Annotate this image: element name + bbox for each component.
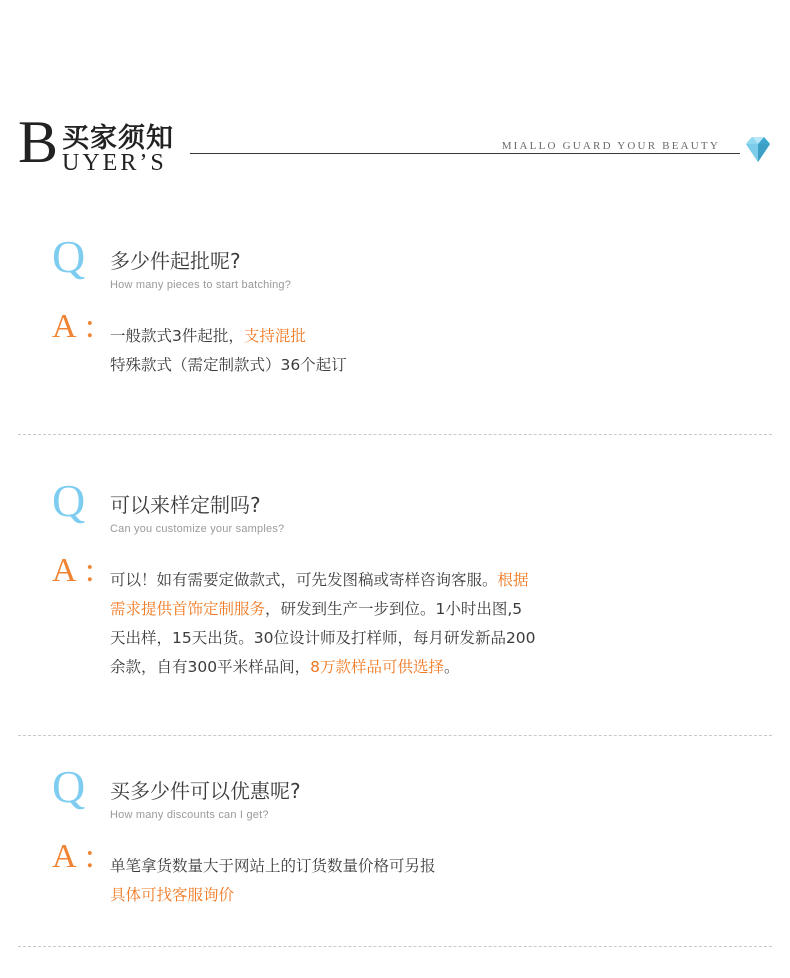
- answer-seg: ，研发到生产一步到位。1小时出图,5: [265, 600, 523, 618]
- answer-3: [0, 838, 790, 910]
- answer-line: [110, 566, 790, 595]
- answer-seg-highlight: 具体可找客服询价: [110, 886, 235, 904]
- answer-line: [110, 852, 790, 881]
- question-1: [0, 231, 790, 300]
- brand-initial: B: [18, 109, 59, 175]
- answer-marker: A :: [52, 838, 96, 875]
- question-text-en: How many pieces to start batching?: [110, 279, 292, 291]
- question-text-cn: 可以来样定制吗?: [110, 493, 261, 517]
- answer-seg: 。: [443, 658, 460, 676]
- question-text-en: How many discounts can I get?: [110, 809, 269, 821]
- answer-1: [0, 308, 790, 380]
- question-marker: Q: [52, 231, 86, 282]
- qa-block-1: [0, 231, 790, 380]
- qa-block-2: [0, 475, 790, 682]
- answer-seg-highlight: 根据: [497, 571, 529, 589]
- question-2: [0, 475, 790, 544]
- question-marker: Q: [52, 475, 86, 526]
- header-divider-line: [190, 153, 740, 154]
- section-divider: [18, 434, 772, 435]
- answer-line: [110, 881, 790, 910]
- page-header: [0, 96, 790, 186]
- diamond-icon: [738, 134, 778, 166]
- question-text-cn: 多少件起批呢?: [110, 249, 241, 273]
- brand-tagline: MIALLO GUARD YOUR BEAUTY: [501, 140, 720, 152]
- section-divider: [18, 735, 772, 736]
- answer-seg: 一般款式3件起批，: [110, 327, 244, 345]
- answer-marker: A :: [52, 552, 96, 589]
- answer-line: [110, 624, 790, 653]
- page-title-en: UYER’S: [62, 150, 167, 176]
- question-text-cn: 买多少件可以优惠呢?: [110, 779, 301, 803]
- page-title: 买家须知: [62, 123, 174, 154]
- question-marker: Q: [52, 761, 86, 812]
- answer-seg: 特殊款式（需定制款式）36个起订: [110, 356, 347, 374]
- answer-seg: 可以！如有需要定做款式，可先发图稿或寄样咨询客服。: [110, 571, 498, 589]
- qa-block-3: [0, 761, 790, 910]
- question-3: [0, 761, 790, 830]
- answer-seg-highlight: 支持混批: [243, 327, 306, 345]
- answer-seg: 余款，自有300平米样品间，: [110, 658, 311, 676]
- answer-2: [0, 552, 790, 682]
- answer-line: [110, 351, 790, 380]
- section-divider: [18, 946, 772, 947]
- answer-seg-highlight: 8万款样品可供选择: [310, 658, 444, 676]
- question-text-en: Can you customize your samples?: [110, 523, 285, 535]
- answer-line: [110, 653, 790, 682]
- answer-marker: A :: [52, 308, 96, 345]
- answer-seg-highlight: 需求提供首饰定制服务: [110, 600, 266, 618]
- answer-seg: 单笔拿货数量大于网站上的订货数量价格可另报: [110, 857, 436, 875]
- answer-line: [110, 595, 790, 624]
- answer-seg: 天出样，15天出货。30位设计师及打样师，每月研发新品200: [110, 629, 536, 647]
- answer-line: [110, 322, 790, 351]
